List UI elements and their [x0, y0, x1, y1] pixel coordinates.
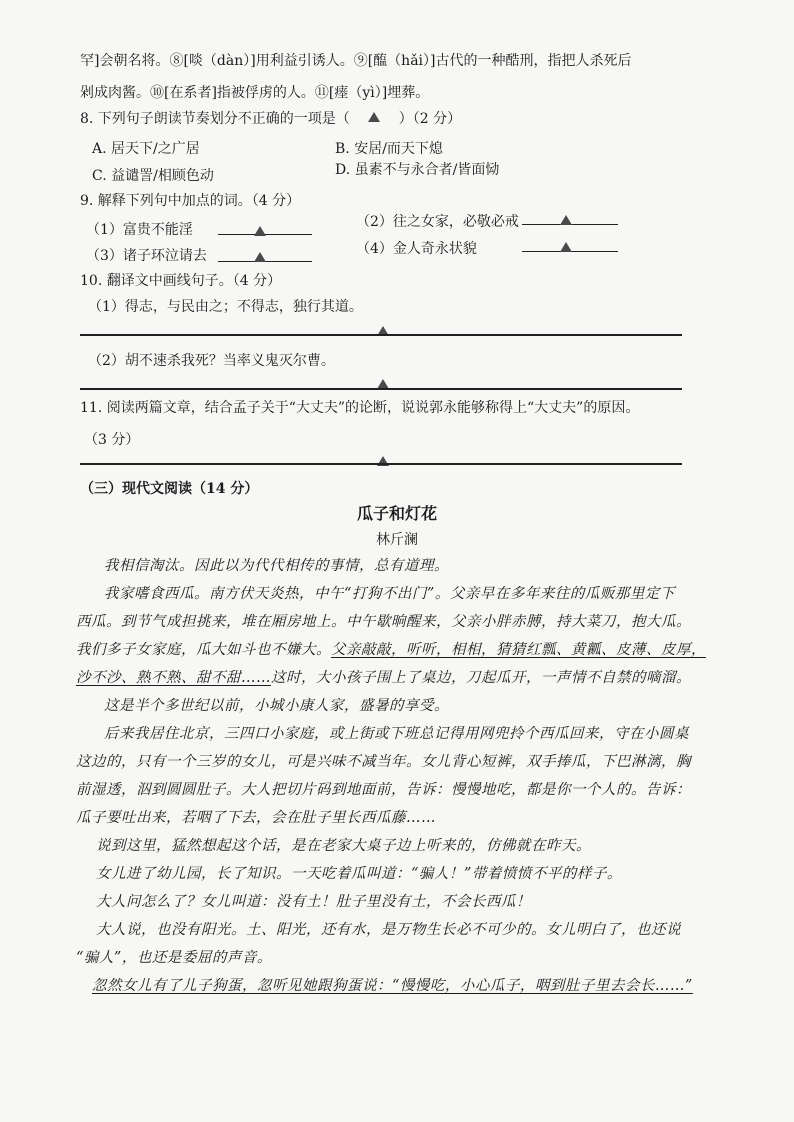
article-line: 这边的，只有一个三岁的女儿，可是兴味不减当年。女儿背心短裤，双手捧瓜，下巴淋漓，胸 — [76, 754, 691, 770]
question-9-stem: 9. 解释下列句中加点的词。（4 分） — [80, 193, 301, 209]
notes-line-1: 罕]会朝名将。⑧[啖（dàn）]用利益引诱人。⑨[醢（hǎi）]古代的一种酷刑，指把人杀死后 — [80, 53, 632, 69]
article-line: 瓜子要吐出来，若咽了下去，会在肚子里长西瓜藤…… — [76, 810, 436, 826]
q8-option-b: B. 安居/而天下熄 — [335, 141, 443, 157]
answer-marker-icon — [354, 109, 394, 129]
underlined-sentence: 沙不沙、熟不熟、甜不甜…… — [76, 670, 271, 686]
q9-item-2: （2）往之女家，必敬必戒 — [356, 214, 519, 230]
answer-marker-icon — [377, 322, 389, 341]
q8-score: ）（2 分） — [398, 111, 462, 127]
article-title: 瓜子和灯花 — [356, 504, 437, 523]
article-line: 大人说，也没有阳光。土、阳光，还有水，是万物生长必不可少的。女儿明白了，也还说 — [96, 922, 681, 938]
article-line — [76, 640, 706, 660]
answer-marker-icon — [560, 211, 572, 230]
answer-marker-icon — [254, 248, 266, 267]
answer-marker-icon — [377, 375, 389, 394]
q9-item-1: （1）富贵不能淫 — [86, 222, 193, 238]
q9-item-4: （4）金人奇永状貌 — [356, 241, 477, 257]
q11-answer-line — [80, 463, 682, 465]
answer-marker-icon — [560, 238, 572, 257]
notes-line-2: 剁成肉酱。⑩[在系者]指被俘虏的人。⑪[瘗（yì）]埋葬。 — [80, 85, 430, 101]
article-line: 西瓜。到节气成担挑来，堆在厢房地上。中午歇晌醒来，父亲小胖赤膊，持大菜刀，抱大瓜。 — [76, 614, 691, 630]
answer-marker-icon — [254, 222, 266, 241]
article-line: 前湿透，泅到圆圆肚子。大人把切片码到地面前，告诉：慢慢地吃，都是你一个人的。告诉： — [76, 782, 691, 798]
article-line: 后来我居住北京，三四口小家庭，或上街或下班总记得用网兜拎个西瓜回来，守在小圆桌 — [104, 726, 689, 742]
article-text: 我们多子女家庭，瓜大如斗也不嫌大。 — [76, 642, 331, 658]
q8-option-d: D. 虽素不与永合者/皆面恸 — [335, 162, 500, 178]
question-10-stem: 10. 翻译文中画线句子。（4 分） — [80, 273, 282, 289]
article-text: 这时，大小孩子围上了桌边，刀起瓜开，一声情不自禁的嘀溜。 — [271, 670, 691, 686]
article-line: 我家嗜食西瓜。南方伏天炎热，中午“打狗不出门”。父亲早在多年来往的瓜贩那里定下 — [104, 586, 675, 602]
q8-stem-text: 8. 下列句子朗读节奏划分不正确的一项是（ — [80, 111, 350, 127]
underlined-sentence: 父亲敲敲，听听，相相，猜猜红瓢、黄瓤、皮薄、皮厚， — [331, 642, 706, 658]
question-11-stem: 11. 阅读两篇文章，结合孟子关于“大丈夫”的论断，说说郭永能够称得上“大丈夫”的原因。 — [80, 400, 640, 416]
q10-sentence-2: （2）胡不速杀我死？当率义鬼灭尔曹。 — [88, 353, 335, 369]
article-paragraph: 说到这里，猛然想起这个话，是在老家大桌子边上听来的，仿佛就在昨天。 — [96, 838, 591, 854]
q10-answer-line-2 — [80, 388, 682, 390]
article-paragraph: 这是半个多世纪以前，小城小康人家，盛暑的享受。 — [104, 698, 449, 714]
section-heading: （三）现代文阅读（14 分） — [80, 481, 259, 497]
article-paragraph: 大人问怎么了？女儿叫道：没有土！肚子里没有土，不会长西瓜！ — [96, 894, 531, 910]
q10-answer-line-1 — [80, 334, 682, 336]
q8-option-a: A. 居天下/之广居 — [92, 141, 200, 157]
article-paragraph: 我相信淘汰。因此以为代代相传的事情，总有道理。 — [104, 558, 449, 574]
q8-option-c: C. 益谴詈/相顾色动 — [92, 168, 214, 184]
underlined-sentence: 忽然女儿有了儿子狗蛋，忽听见她跟狗蛋说：“慢慢吃，小心瓜子，咽到肚子里去会长……” — [92, 978, 693, 994]
article-line: “骗人”，也还是委屈的声音。 — [76, 950, 272, 966]
article-line — [76, 668, 691, 688]
q9-item-3: （3）诸子环泣请去 — [86, 248, 207, 264]
question-8-stem — [80, 109, 461, 129]
article-author: 林斤澜 — [376, 532, 418, 548]
article-paragraph: 女儿进了幼儿园，长了知识。一天吃着瓜叫道：“骗人！”带着愤愤不平的样子。 — [96, 866, 622, 882]
answer-marker-icon — [377, 452, 389, 471]
q10-sentence-1: （1）得志，与民由之；不得志，独行其道。 — [88, 299, 363, 315]
q11-score: （3 分） — [84, 432, 140, 448]
